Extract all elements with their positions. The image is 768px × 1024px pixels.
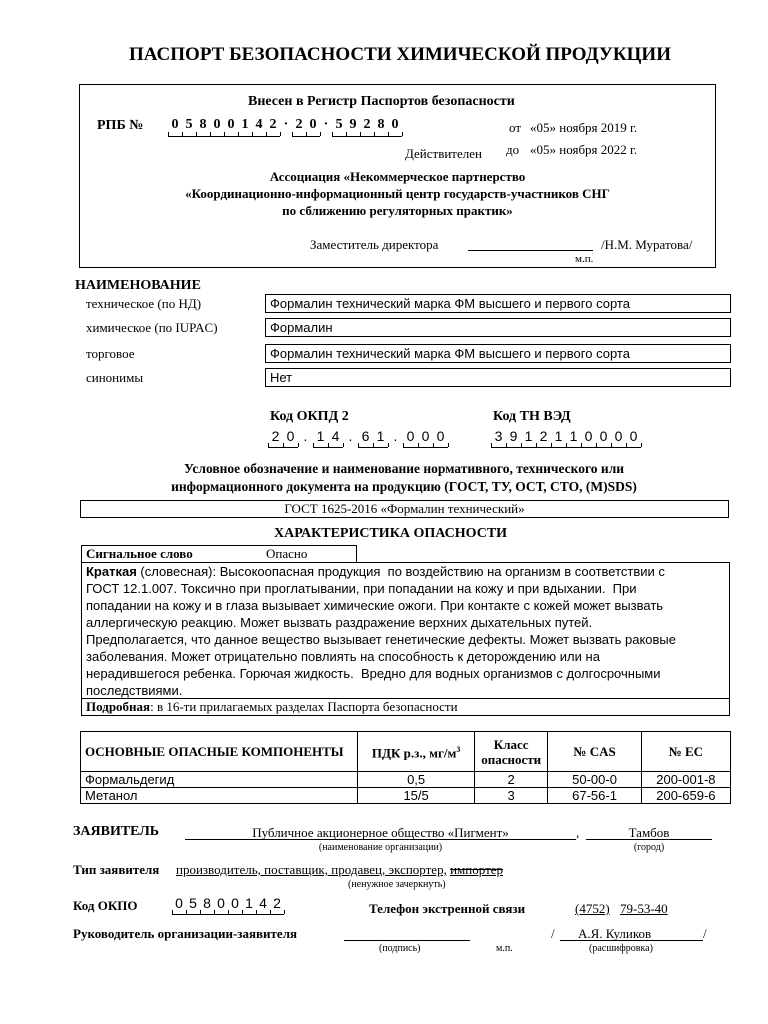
- components-header-row: [81, 732, 731, 772]
- naming-label: техническое (по НД): [86, 296, 202, 311]
- code-digit: 4: [252, 117, 266, 137]
- registry-stamp: м.п.: [575, 253, 594, 265]
- table-cell-class: 2: [475, 772, 548, 788]
- naming-label: синонимы: [86, 370, 144, 385]
- code-separator: .: [393, 428, 398, 444]
- naming-heading: НАИМЕНОВАНИЕ: [75, 278, 201, 293]
- components-table: [80, 731, 731, 804]
- code-digit: 0: [611, 428, 626, 448]
- association-line-2: «Координационно-информационный центр государств-участников СНГ: [185, 186, 610, 201]
- phone-number: 79-53-40: [620, 901, 668, 916]
- table-row: [81, 772, 731, 788]
- code-digit: 1: [242, 895, 256, 915]
- table-cell-class: 3: [475, 788, 548, 804]
- code-digit: 0: [168, 117, 182, 137]
- table-cell-ec: 200-001-8: [641, 772, 730, 788]
- normdoc-heading-2: информационного документа на продукцию (ГОСТ, ТУ, ОСТ, СТО, (М)SDS): [171, 479, 637, 494]
- code-digit: 2: [270, 895, 284, 915]
- applicant-type-value: производитель, поставщик, продавец, экспортер, импортер: [176, 862, 504, 877]
- signal-word-value: Опасно: [266, 546, 308, 561]
- naming-label: торговое: [86, 346, 135, 361]
- table-row: [81, 788, 731, 804]
- applicant-type-caption: (ненужное зачеркнуть): [348, 879, 446, 890]
- table-cell-pdk: 15/5: [358, 788, 475, 804]
- code-digit: 5: [332, 117, 346, 137]
- code-digit: 2: [536, 428, 551, 448]
- table-cell-cas: 67-56-1: [548, 788, 641, 804]
- head-name: А.Я. Куликов: [578, 926, 652, 941]
- code-digit: 4: [256, 895, 270, 915]
- applicant-org: Публичное акционерное общество «Пигмент»: [252, 825, 509, 840]
- naming-value: Формалин технический марка ФМ высшего и первого сорта: [270, 346, 630, 361]
- okpo-code: [172, 895, 284, 915]
- code-digit: 0: [433, 428, 448, 448]
- normdoc-heading-1: Условное обозначение и наименование нормативного, технического или: [183, 461, 625, 476]
- code-digit: 0: [210, 117, 224, 137]
- naming-value: Формалин технический марка ФМ высшего и первого сорта: [270, 296, 630, 311]
- applicant-type-label: Тип заявителя: [73, 862, 160, 877]
- applicant-comma: ,: [576, 825, 580, 840]
- hazard-brief-line: последствиями.: [86, 683, 183, 698]
- code-digit: 0: [403, 428, 418, 448]
- header-class: Класс опасности: [475, 732, 548, 772]
- sign-caption: (подпись): [379, 943, 421, 954]
- code-digit: 1: [521, 428, 536, 448]
- from-date: «05» ноября 2019 г.: [530, 120, 638, 135]
- code-digit: 9: [506, 428, 521, 448]
- rpb-number: [168, 117, 402, 137]
- code-separator: ·: [323, 117, 329, 132]
- okpo-label: Код ОКПО: [73, 898, 138, 913]
- code-digit: 0: [283, 428, 298, 448]
- code-digit: 0: [224, 117, 238, 137]
- code-digit: 0: [418, 428, 433, 448]
- applicant-org-caption: (наименование организации): [318, 842, 443, 853]
- code-digit: 9: [346, 117, 360, 137]
- association-line-1: Ассоциация «Некоммерческое партнерство: [269, 169, 526, 184]
- code-digit: 0: [388, 117, 402, 137]
- association-line-3: по сближению регуляторных практик»: [282, 203, 513, 218]
- table-cell-pdk: 0,5: [358, 772, 475, 788]
- head-slash-right: /: [703, 926, 707, 941]
- code-digit: 2: [360, 117, 374, 137]
- hazard-brief-line: нерадившегося ребенка. Горючая жидкость. Вредно для водных организмов с долгосрочными: [86, 666, 661, 681]
- head-slash-left: /: [551, 926, 555, 941]
- code-digit: 1: [551, 428, 566, 448]
- table-cell-cas: 50-00-0: [548, 772, 641, 788]
- page-title: ПАСПОРТ БЕЗОПАСНОСТИ ХИМИЧЕСКОЙ ПРОДУКЦИИ: [129, 44, 671, 65]
- applicant-city: Тамбов: [628, 825, 670, 840]
- code-digit: 1: [238, 117, 252, 137]
- code-digit: 4: [328, 428, 343, 448]
- code-digit: 5: [182, 117, 196, 137]
- code-digit: 5: [186, 895, 200, 915]
- code-digit: 2: [266, 117, 280, 137]
- code-digit: 6: [358, 428, 373, 448]
- phone-label: Телефон экстренной связи: [369, 901, 526, 916]
- hazard-brief-line: ГОСТ 12.1.007. Токсично при проглатывании, при попадании на кожу и при вдыхании. При: [86, 581, 637, 596]
- phone-code: (4752): [575, 901, 610, 916]
- code-digit: 0: [626, 428, 641, 448]
- code-digit: 0: [306, 117, 320, 137]
- code-digit: 0: [581, 428, 596, 448]
- code-digit: 1: [373, 428, 388, 448]
- tnved-code: [491, 428, 641, 448]
- head-label: Руководитель организации-заявителя: [73, 926, 298, 941]
- code-digit: 2: [268, 428, 283, 448]
- head-signature-line: [344, 940, 470, 941]
- tnved-label: Код ТН ВЭД: [493, 409, 571, 424]
- normdoc-value: ГОСТ 1625-2016 «Формалин технический»: [284, 501, 525, 516]
- code-separator: .: [348, 428, 353, 444]
- table-cell-name: Метанол: [81, 788, 358, 804]
- signal-word-label: Сигнальное слово: [86, 546, 193, 561]
- naming-value: Формалин: [270, 320, 333, 335]
- valid-label: Действителен: [405, 146, 482, 161]
- code-digit: 1: [566, 428, 581, 448]
- applicant-city-caption: (город): [633, 842, 665, 853]
- code-digit: 8: [200, 895, 214, 915]
- hazard-detail: Подробная: в 16-ти прилагаемых разделах Паспорта безопасности: [86, 699, 458, 714]
- header-ec: № ЕС: [641, 732, 730, 772]
- hazard-brief-text: [86, 563, 726, 699]
- hazard-brief-line: аллергическую реакцию. Может вызвать раздражение верхних дыхательных путей.: [86, 615, 593, 630]
- hazard-brief-line-text: (словесная): Высокоопасная продукция по воздействию на организм в соответствии с: [136, 564, 665, 579]
- code-digit: 0: [214, 895, 228, 915]
- hazard-brief-line: Предполагается, что данное вещество вызывает генетические дефекты. Может вызвать раковые: [86, 632, 677, 647]
- table-cell-ec: 200-659-6: [641, 788, 730, 804]
- code-digit: 0: [228, 895, 242, 915]
- from-label: от: [509, 120, 522, 135]
- code-digit: 3: [491, 428, 506, 448]
- code-separator: .: [303, 428, 308, 444]
- to-label: до: [506, 142, 520, 157]
- code-digit: 8: [196, 117, 210, 137]
- header-pdk: ПДК р.з., $мг/м^3$: [358, 732, 475, 772]
- okpd-code: [268, 428, 448, 448]
- deputy-signature-line: [468, 250, 593, 251]
- naming-field: [265, 318, 731, 337]
- code-digit: 2: [292, 117, 306, 137]
- code-digit: 0: [172, 895, 186, 915]
- hazard-brief-line: [86, 563, 726, 580]
- hazard-brief-line: заболевания. Может отрицательно повлиять на способность к деторождению или на: [86, 649, 600, 664]
- head-stamp: м.п.: [496, 943, 513, 954]
- table-cell-name: Формальдегид: [81, 772, 358, 788]
- okpd-label: Код ОКПД 2: [270, 409, 349, 424]
- code-separator: ·: [283, 117, 289, 132]
- deputy-name: /Н.М. Муратова/: [601, 237, 693, 252]
- code-digit: 0: [596, 428, 611, 448]
- hazard-heading: ХАРАКТЕРИСТИКА ОПАСНОСТИ: [274, 526, 508, 541]
- naming-field: [265, 368, 731, 387]
- to-date: «05» ноября 2022 г.: [530, 142, 638, 157]
- naming-label: химическое (по IUPAC): [86, 320, 218, 335]
- naming-value: Нет: [270, 370, 293, 385]
- decode-caption: (расшифровка): [589, 943, 653, 954]
- deputy-label: Заместитель директора: [310, 237, 439, 252]
- rpb-label: РПБ №: [97, 118, 144, 133]
- code-digit: 1: [313, 428, 328, 448]
- hazard-brief-line: попадании на кожу и в глаза вызывает химические ожоги. При контакте с кожей может вызвать: [86, 598, 664, 613]
- hazard-brief-label: Краткая: [86, 564, 137, 579]
- registry-heading: Внесен в Регистр Паспортов безопасности: [248, 94, 515, 109]
- applicant-label: ЗАЯВИТЕЛЬ: [73, 824, 160, 839]
- header-components: ОСНОВНЫЕ ОПАСНЫЕ КОМПОНЕНТЫ: [81, 732, 358, 772]
- header-cas: № CAS: [548, 732, 641, 772]
- code-digit: 8: [374, 117, 388, 137]
